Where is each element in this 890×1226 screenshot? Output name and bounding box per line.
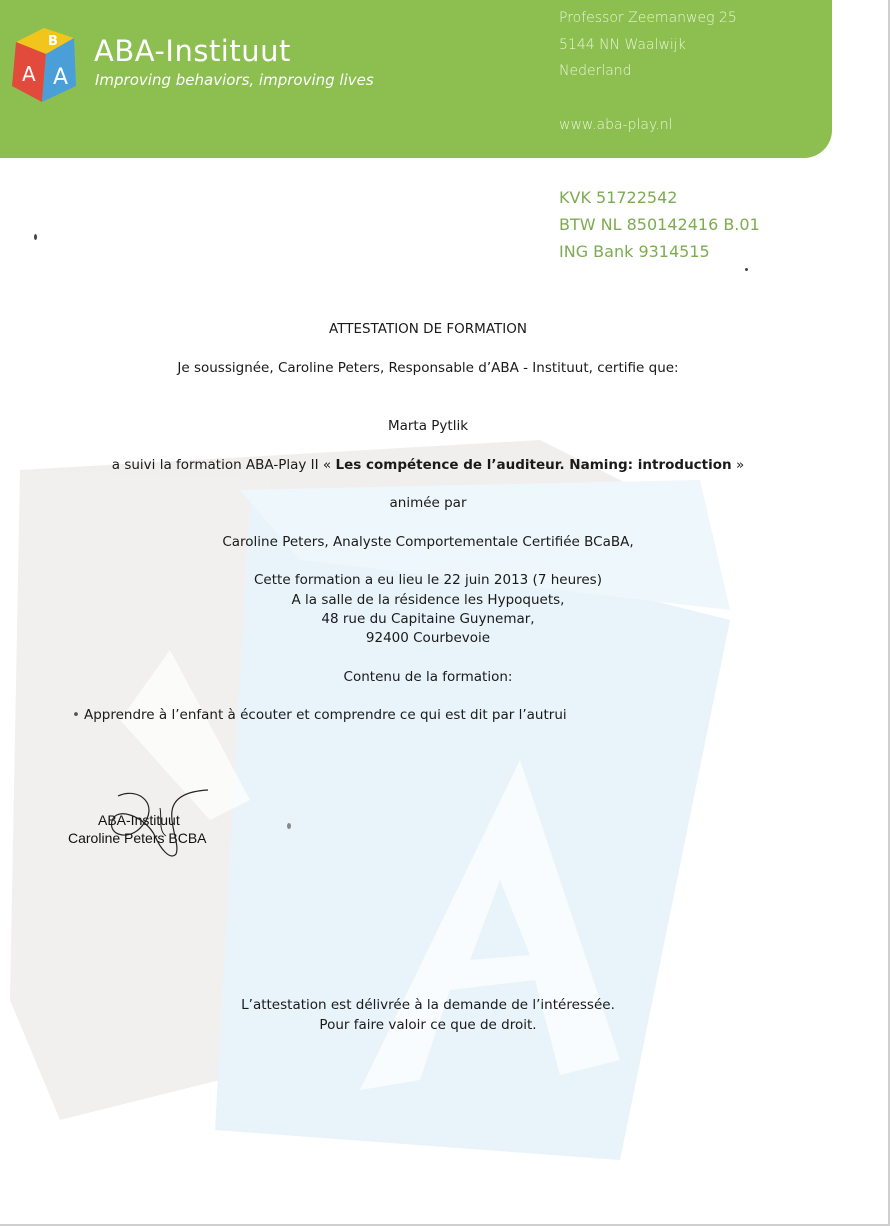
brand-tagline: Improving behaviors, improving lives: [95, 71, 374, 89]
course-prefix: a suivi la formation ABA-Play II «: [111, 457, 336, 473]
address-street: Professor Zeemanweg 25: [559, 10, 737, 26]
session-date: Cette formation a eu lieu le 22 juin 2013 (7 heures): [254, 572, 602, 588]
course-title: Les compétence de l’auditeur. Naming: introduction: [335, 457, 732, 473]
letterhead-band: [0, 0, 832, 158]
closing-statement: L’attestation est délivrée à la demande de l’intéressée.: [241, 997, 615, 1013]
logo-letter-right: A: [53, 65, 69, 90]
bullet-icon: •: [72, 707, 80, 723]
session-street: 48 rue du Capitaine Guynemar,: [321, 611, 535, 627]
address-city: 5144 NN Waalwijk: [559, 37, 686, 53]
logo-letter-top: B: [48, 34, 58, 49]
closing-formula: Pour faire valoir ce que de droit.: [319, 1017, 537, 1033]
content-item-text: Apprendre à l’enfant à écouter et comprendre ce qui est dit par l’autrui: [84, 707, 567, 723]
signature-name: Caroline Peters BCBA: [68, 830, 207, 846]
led-by-label: animée par: [389, 495, 467, 511]
course-line: [0, 457, 856, 473]
kvk-number: KVK 51722542: [559, 188, 678, 207]
session-venue: A la salle de la résidence les Hypoquets,: [291, 592, 565, 608]
participant-name: Marta Pytlik: [387, 418, 469, 434]
scan-speck: [745, 268, 748, 271]
bank-number: ING Bank 9314515: [559, 242, 710, 261]
intro-statement: Je soussignée, Caroline Peters, Responsable d’ABA - Instituut, certifie que:: [177, 360, 679, 376]
address-country: Nederland: [559, 63, 632, 79]
scan-speck: [287, 823, 291, 829]
handwritten-signature: [100, 786, 220, 866]
signature-org: ABA-Instituut: [98, 812, 180, 828]
logo-letter-left: A: [22, 62, 36, 86]
course-suffix: »: [731, 457, 745, 473]
document-title: ATTESTATION DE FORMATION: [329, 321, 527, 337]
btw-number: BTW NL 850142416 B.01: [559, 215, 760, 234]
content-heading: Contenu de la formation:: [343, 669, 513, 685]
brand-name: ABA-Instituut: [94, 34, 291, 68]
session-city: 92400 Courbevoie: [365, 630, 491, 646]
website-link[interactable]: www.aba-play.nl: [559, 117, 673, 133]
aba-cube-logo-icon: [8, 24, 80, 104]
scan-speck: [34, 234, 37, 240]
content-list-item: [72, 707, 567, 723]
trainer-name: Caroline Peters, Analyste Comportementale Certifiée BCaBA,: [222, 534, 634, 550]
